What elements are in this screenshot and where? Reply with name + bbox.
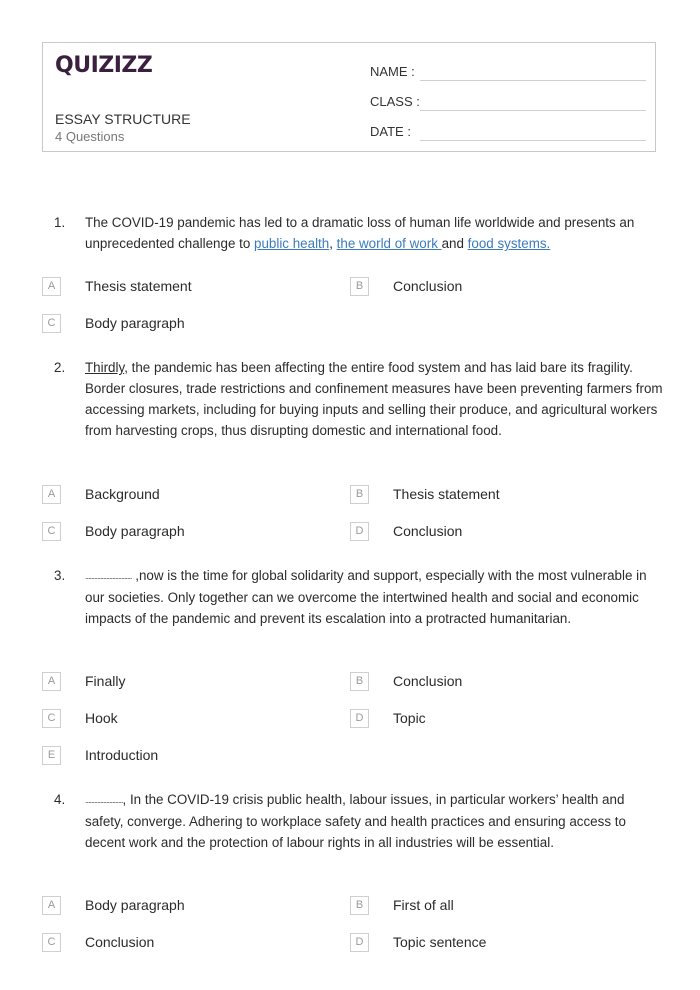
question-count: 4 Questions — [55, 129, 125, 144]
class-line — [420, 110, 646, 111]
option-text: Conclusion — [393, 278, 463, 294]
option-letter: D — [350, 933, 369, 952]
class-label: CLASS : — [370, 94, 420, 109]
separator: , — [329, 236, 337, 251]
name-line — [420, 80, 646, 81]
option-letter: B — [350, 896, 369, 915]
option-letter: A — [42, 672, 61, 691]
question-text-part: The COVID-19 pandemic has led to a dramatic loss of human life worldwide and presents an unprecedented challenge to — [85, 215, 635, 251]
worksheet-title: ESSAY STRUCTURE — [55, 111, 191, 127]
question-text-part: ,now is the time for global solidarity and support, especially with the most vulnerable in our societies. Only together can we overcome the intertwined health and social and economic impacts of the pandemic and prevent its escalation into a protracted humanitarian. — [85, 568, 647, 626]
option-text: Finally — [85, 673, 126, 689]
option-letter: B — [350, 277, 369, 296]
link-food-systems[interactable]: food systems. — [467, 236, 551, 251]
name-field[interactable] — [370, 59, 646, 81]
option-letter: E — [42, 746, 61, 765]
quizizz-logo: QUIZIZZ — [55, 53, 153, 78]
question-number: 2. — [54, 360, 66, 375]
option-text: Background — [85, 486, 160, 502]
question-text — [85, 789, 663, 853]
question-number: 1. — [54, 215, 66, 230]
option-text: Conclusion — [85, 934, 155, 950]
question-number: 4. — [54, 792, 66, 807]
question-text — [85, 357, 663, 441]
option-text: Hook — [85, 710, 118, 726]
answer-blank: ......................... — [85, 794, 123, 805]
option-text: Conclusion — [393, 523, 463, 539]
option-text: Thesis statement — [393, 486, 500, 502]
worksheet-header — [42, 42, 656, 152]
option-letter: A — [42, 485, 61, 504]
question-number: 3. — [54, 568, 66, 583]
link-world-of-work[interactable]: the world of work — [336, 236, 442, 251]
option-letter: C — [42, 314, 61, 333]
underlined-word: Thirdly — [85, 360, 125, 375]
answer-blank: ............................... — [85, 570, 132, 581]
question-text-part: , the pandemic has been affecting the entire food system and has laid bare its fragility. Border closures, trade restrictions and confinement measures have been preventing farmers from accessing markets, including for buying inputs and selling their produce, and agricultural workers from harvesting crops, thus disrupting domestic and international food. — [85, 360, 663, 438]
date-line — [420, 140, 646, 141]
question-text — [85, 565, 663, 629]
date-field[interactable] — [370, 119, 646, 141]
option-text: Topic — [393, 710, 426, 726]
question-text-part: , In the COVID-19 crisis public health, labour issues, in particular workers’ health and safety, converge. Adhering to workplace safety and health practices and ensuring access to decent work and the protection of labour rights in all industries will be essential. — [85, 792, 626, 850]
option-text: Body paragraph — [85, 315, 185, 331]
option-letter: A — [42, 896, 61, 915]
option-text: Conclusion — [393, 673, 463, 689]
option-text: Topic sentence — [393, 934, 487, 950]
option-letter: B — [350, 672, 369, 691]
option-text: Thesis statement — [85, 278, 192, 294]
option-letter: C — [42, 522, 61, 541]
question-text — [85, 212, 663, 254]
option-text: Body paragraph — [85, 897, 185, 913]
link-public-health[interactable]: public health — [254, 236, 330, 251]
option-letter: D — [350, 522, 369, 541]
option-letter: B — [350, 485, 369, 504]
option-letter: C — [42, 933, 61, 952]
option-text: Introduction — [85, 747, 159, 763]
class-field[interactable] — [370, 89, 646, 111]
separator: and — [441, 236, 468, 251]
option-text: First of all — [393, 897, 454, 913]
option-letter: A — [42, 277, 61, 296]
date-label: DATE : — [370, 124, 411, 139]
name-label: NAME : — [370, 64, 415, 79]
option-text: Body paragraph — [85, 523, 185, 539]
option-letter: D — [350, 709, 369, 728]
option-letter: C — [42, 709, 61, 728]
